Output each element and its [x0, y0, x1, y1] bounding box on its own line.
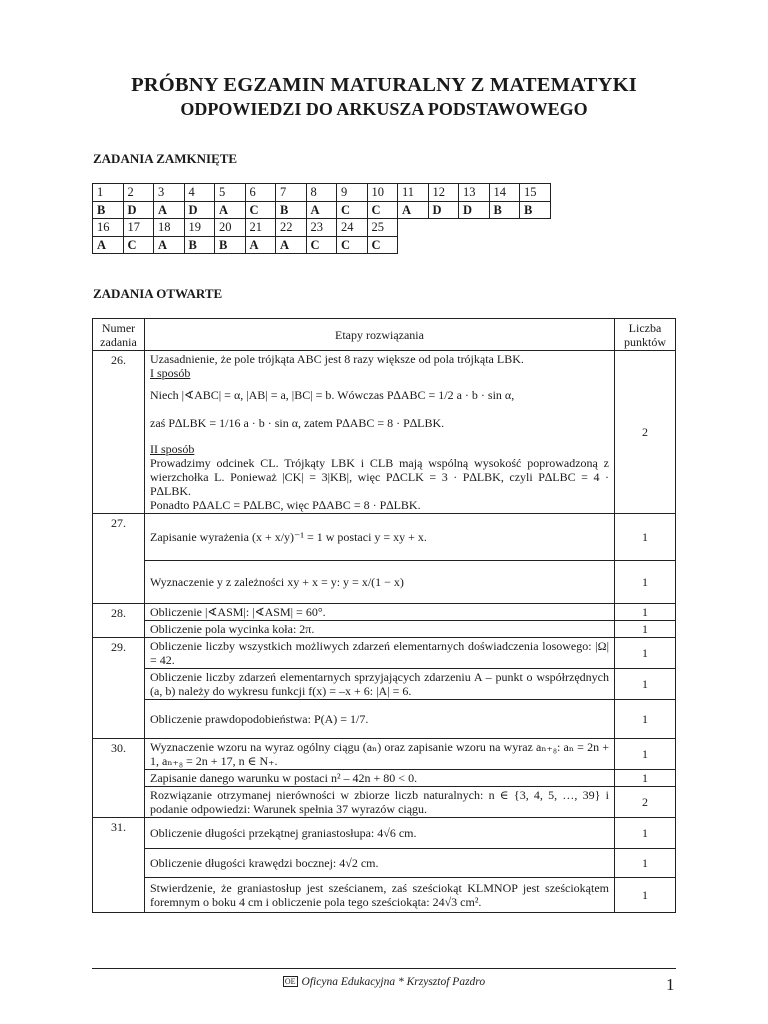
- column-header-number: Numer zadania: [93, 319, 145, 351]
- page-title: PRÓBNY EGZAMIN MATURALNY Z MATEMATYKI: [131, 74, 637, 96]
- task-number-row: [93, 219, 551, 237]
- task-number-cell: 12: [428, 184, 459, 202]
- points: 1: [615, 621, 676, 638]
- answer-cell: A: [398, 201, 429, 219]
- table-row: [93, 770, 676, 787]
- points: 2: [615, 787, 676, 818]
- task-number: 29.: [93, 638, 145, 739]
- answer-cell: C: [337, 236, 368, 254]
- table-row: [93, 604, 676, 621]
- solution-step: Zapisanie wyrażenia (x + x/y)⁻¹ = 1 w postaci y = xy + x.: [145, 514, 615, 561]
- task-number: 27.: [93, 514, 145, 604]
- empty-cell: [398, 219, 429, 237]
- table-row: [93, 351, 676, 514]
- open-tasks-table: [92, 318, 676, 913]
- step-line: zaś P∆LBK = 1/16 a · b · sin α, zatem P∆ABC = 8 · P∆LBK.: [150, 416, 445, 430]
- answer-cell: A: [215, 201, 246, 219]
- table-row: [93, 669, 676, 700]
- task-number-cell: 20: [215, 219, 246, 237]
- table-row: [93, 849, 676, 878]
- answer-cell: A: [306, 201, 337, 219]
- task-number-cell: 16: [93, 219, 124, 237]
- task-number-cell: 3: [154, 184, 185, 202]
- empty-cell: [398, 236, 429, 254]
- task-number-cell: 22: [276, 219, 307, 237]
- task-number-cell: 1: [93, 184, 124, 202]
- solution-step: Obliczenie długości krawędzi bocznej: 4√2 cm.: [145, 849, 615, 878]
- empty-cell: [489, 219, 520, 237]
- solution-step: [145, 351, 615, 514]
- points: 1: [615, 514, 676, 561]
- footer: [0, 976, 768, 988]
- answer-row: [93, 236, 551, 254]
- points: 1: [615, 878, 676, 913]
- points: 1: [615, 561, 676, 604]
- task-number-cell: 14: [489, 184, 520, 202]
- solution-step: Zapisanie danego warunku w postaci n² – 42n + 80 < 0.: [145, 770, 615, 787]
- page-number: 1: [666, 975, 675, 994]
- points: 2: [615, 351, 676, 514]
- answer-cell: B: [276, 201, 307, 219]
- task-number-cell: 13: [459, 184, 490, 202]
- empty-cell: [428, 219, 459, 237]
- solution-step: Wyznaczenie wzoru na wyraz ogólny ciągu (aₙ) oraz zapisanie wzoru na wyraz aₙ₊₈: aₙ = 2n + 1, aₙ₊₈ = 2n + 17, n ∈ N₊.: [145, 739, 615, 770]
- points: 1: [615, 770, 676, 787]
- table-header-row: [93, 319, 676, 351]
- task-number-cell: 24: [337, 219, 368, 237]
- column-header-steps: Etapy rozwiązania: [145, 319, 615, 351]
- solution-step: Obliczenie długości przekątnej graniastosłupa: 4√6 cm.: [145, 818, 615, 849]
- column-header-points: Liczba punktów: [615, 319, 676, 351]
- closed-tasks-heading: ZADANIA ZAMKNIĘTE: [93, 151, 238, 166]
- table-row: [93, 739, 676, 770]
- task-number-cell: 4: [184, 184, 215, 202]
- task-number-cell: 6: [245, 184, 276, 202]
- empty-cell: [428, 236, 459, 254]
- table-row: [93, 787, 676, 818]
- method-label: I sposób: [150, 366, 191, 380]
- answer-cell: D: [184, 201, 215, 219]
- solution-step: Obliczenie pola wycinka koła: 2π.: [145, 621, 615, 638]
- answer-cell: B: [489, 201, 520, 219]
- task-number-cell: 7: [276, 184, 307, 202]
- publisher-name: Oficyna Edukacyjna * Krzysztof Pazdro: [301, 976, 486, 988]
- task-number-cell: 19: [184, 219, 215, 237]
- table-row: [93, 878, 676, 913]
- closed-answers-table: [92, 183, 551, 254]
- answer-cell: C: [123, 236, 154, 254]
- task-number: 30.: [93, 739, 145, 818]
- points: 1: [615, 739, 676, 770]
- points: 1: [615, 604, 676, 621]
- answer-cell: A: [93, 236, 124, 254]
- table-row: [93, 514, 676, 561]
- task-number-cell: 2: [123, 184, 154, 202]
- answer-cell: C: [367, 201, 398, 219]
- answer-cell: C: [337, 201, 368, 219]
- points: 1: [615, 818, 676, 849]
- answer-cell: D: [459, 201, 490, 219]
- table-row: [93, 561, 676, 604]
- answer-cell: A: [154, 201, 185, 219]
- empty-cell: [520, 219, 551, 237]
- task-number-cell: 5: [215, 184, 246, 202]
- answer-cell: C: [367, 236, 398, 254]
- table-row: [93, 700, 676, 739]
- solution-step: Stwierdzenie, że graniastosłup jest sześcianem, zaś sześciokąt KLMNOP jest sześciokątem foremnym o boku 4 cm i obliczenie pola tego sześciokąta: 24√3 cm².: [145, 878, 615, 913]
- step-line: Niech |∢ABC| = α, |AB| = a, |BC| = b. Wówczas P∆ABC = 1/2 a · b · sin α,: [150, 388, 515, 402]
- task-number-cell: 25: [367, 219, 398, 237]
- answer-cell: A: [245, 236, 276, 254]
- empty-cell: [459, 219, 490, 237]
- answer-cell: B: [184, 236, 215, 254]
- answer-cell: B: [93, 201, 124, 219]
- table-row: [93, 621, 676, 638]
- solution-step: Obliczenie liczby zdarzeń elementarnych sprzyjających zdarzeniu A – punkt o współrzędnych (a, b) należy do wykresu funkcji f(x) = –x + 6: |A| = 6.: [145, 669, 615, 700]
- empty-cell: [459, 236, 490, 254]
- points: 1: [615, 700, 676, 739]
- task-number-cell: 8: [306, 184, 337, 202]
- task-number: 31.: [93, 818, 145, 913]
- open-tasks-heading: ZADANIA OTWARTE: [93, 286, 223, 301]
- task-number-cell: 15: [520, 184, 551, 202]
- step-line: Uzasadnienie, że pole trójkąta ABC jest 8 razy większe od pola trójkąta LBK.: [150, 352, 524, 366]
- task-number-cell: 18: [154, 219, 185, 237]
- solution-step: Rozwiązanie otrzymanej nierówności w zbiorze liczb naturalnych: n ∈ {3, 4, 5, …, 39} i podanie odpowiedzi: Warunek spełnia 37 wyrazów ciągu.: [145, 787, 615, 818]
- publisher-logo: OE: [284, 977, 296, 986]
- task-number-cell: 17: [123, 219, 154, 237]
- solution-step: Obliczenie prawdopodobieństwa: P(A) = 1/7.: [145, 700, 615, 739]
- points: 1: [615, 849, 676, 878]
- answer-cell: A: [276, 236, 307, 254]
- table-row: [93, 818, 676, 849]
- answer-cell: C: [306, 236, 337, 254]
- solution-step: Obliczenie |∢ASM|: |∢ASM| = 60°.: [145, 604, 615, 621]
- answer-cell: C: [245, 201, 276, 219]
- points: 1: [615, 638, 676, 669]
- footer-divider: [92, 968, 676, 969]
- answer-cell: D: [428, 201, 459, 219]
- task-number-cell: 21: [245, 219, 276, 237]
- task-number-row: [93, 184, 551, 202]
- task-number-cell: 23: [306, 219, 337, 237]
- empty-cell: [489, 236, 520, 254]
- answer-row: [93, 201, 551, 219]
- solution-step: Obliczenie liczby wszystkich możliwych zdarzeń elementarnych doświadczenia losowego: |Ω| = 42.: [145, 638, 615, 669]
- task-number-cell: 10: [367, 184, 398, 202]
- step-line: Ponadto P∆ALC = P∆LBC, więc P∆ABC = 8 · P∆LBK.: [150, 498, 421, 512]
- table-row: [93, 638, 676, 669]
- method-label: II sposób: [150, 442, 195, 456]
- answer-cell: B: [520, 201, 551, 219]
- step-line: Prowadzimy odcinek CL. Trójkąty LBK i CLB mają wspólną wysokość poprowadzoną z wierzchołka L. Ponieważ |CK| = 3|KB|, więc P∆CLK = 3 · P∆LBK, czyli P∆LBC = 4 · P∆LBK.: [150, 456, 609, 498]
- page-subtitle: ODPOWIEDZI DO ARKUSZA PODSTAWOWEGO: [180, 99, 588, 119]
- answer-cell: A: [154, 236, 185, 254]
- task-number-cell: 9: [337, 184, 368, 202]
- task-number: 26.: [93, 351, 145, 514]
- answer-cell: D: [123, 201, 154, 219]
- solution-step: Wyznaczenie y z zależności xy + x = y: y = x/(1 − x): [145, 561, 615, 604]
- task-number-cell: 11: [398, 184, 429, 202]
- task-number: 28.: [93, 604, 145, 638]
- points: 1: [615, 669, 676, 700]
- empty-cell: [520, 236, 551, 254]
- answer-cell: B: [215, 236, 246, 254]
